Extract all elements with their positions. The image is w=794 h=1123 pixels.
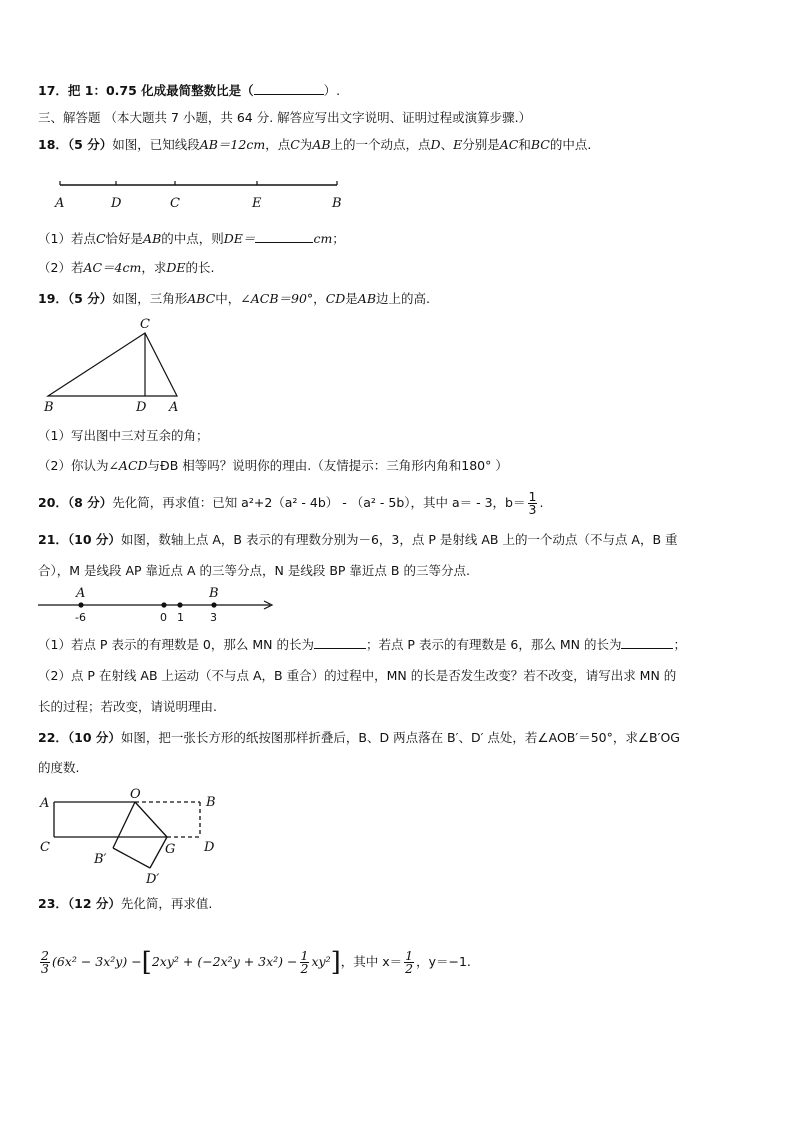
q21-p1-text: （1）若点 P 表示的有理数是 0，那么 MN 的长为 — [38, 637, 314, 652]
q18-segment-figure — [50, 175, 350, 215]
q17-text-end: ）. — [323, 83, 341, 98]
point-one — [177, 602, 182, 607]
q18-part1 — [38, 230, 345, 247]
q21-p1-text: ； — [673, 637, 686, 652]
q21-answer-blank-2[interactable] — [621, 636, 673, 649]
q21-number-line-figure — [38, 585, 278, 627]
q22-stem-line2: 的度数. — [38, 760, 80, 775]
q19-text: 边上的高. — [376, 291, 430, 306]
q18-part2 — [38, 260, 215, 276]
q18-p1-text: 恰好是 — [105, 231, 144, 246]
label-b: B — [206, 795, 216, 810]
label-c: C — [140, 317, 150, 332]
math-e: E — [453, 137, 463, 152]
label-a: A — [76, 586, 86, 601]
q19-text: 中， — [215, 291, 241, 306]
math-de: DE＝ — [223, 231, 256, 246]
q22-label: 22．（10 分） — [38, 730, 121, 745]
math-ac: AC — [499, 137, 519, 152]
fraction-two-thirds — [40, 950, 50, 975]
edge-ob1 — [113, 802, 135, 848]
q20-text: 先化简，再求值：已知 a²+2（a² - 4b） - （a² - 5b），其中 a＝ - 3，b＝ — [112, 495, 526, 510]
q18-text: 分别是 — [462, 137, 500, 152]
q19-stem — [38, 291, 430, 307]
q18-p1-text: （1）若点 — [38, 231, 96, 246]
label-d: D — [136, 400, 147, 415]
q23-stem — [38, 896, 212, 912]
q19-label: 19．（5 分） — [38, 291, 113, 306]
q21-stem-line2: 合），M 是线段 AP 靠近点 A 的三等分点，N 是线段 BP 靠近点 B 的三等分点. — [38, 563, 470, 578]
label-g: G — [165, 842, 176, 857]
q19-p2-text: （2）你认为 — [38, 458, 109, 473]
math-bc: BC — [530, 137, 550, 152]
q19-part1: （1）写出图中三对互余的角； — [38, 428, 209, 443]
right-bracket: ] — [330, 947, 341, 978]
fraction-numerator: 1 — [300, 948, 309, 963]
q20-text: . — [539, 495, 544, 510]
tick-label-0: 0 — [160, 611, 167, 624]
math-cd: CD — [325, 291, 346, 306]
q18-text: 如图，已知线段 — [112, 137, 200, 152]
q17-answer-blank[interactable] — [254, 82, 324, 95]
q19-text: 是 — [345, 291, 358, 306]
label-a: A — [169, 400, 179, 415]
label-d-prime: D′ — [146, 872, 160, 885]
q19-text: 如图，三角形 — [112, 291, 188, 306]
expr-part-a: (6x² − 3x²y) − — [51, 954, 142, 969]
q21-part2-line1: （2）点 P 在射线 AB 上运动（不与点 A，B 重合）的过程中，MN 的长是否发生改变？若不改变，请写出求 MN 的 — [38, 668, 677, 683]
q18-p1-text: 的中点，则 — [161, 231, 224, 246]
label-b-prime: B′ — [94, 852, 107, 867]
label-b: B — [44, 400, 54, 415]
math-ab: AB — [143, 231, 162, 246]
q18-stem — [38, 137, 591, 153]
fraction-one-third — [528, 491, 538, 516]
point-zero — [161, 602, 166, 607]
q19-part2 — [38, 458, 508, 474]
q21-label: 21．（10 分） — [38, 532, 121, 547]
q22-text: 如图，把一张长方形的纸按图那样折叠后，B、D 两点落在 B′、D′ 点处，若∠AOB′＝50°，求∠B′OG — [120, 730, 680, 745]
q20-label: 20．（8 分） — [38, 495, 113, 510]
q18-p1-text: ； — [332, 231, 345, 246]
q19-text: ， — [313, 291, 326, 306]
fraction-denominator: 3 — [41, 961, 49, 976]
math-angle-acd: ∠ACD — [108, 458, 148, 473]
label-d: D — [111, 196, 122, 211]
q23-text: 先化简，再求值. — [120, 896, 213, 911]
label-a: A — [40, 796, 50, 811]
q18-text: 为 — [299, 137, 313, 152]
q21-part1 — [38, 636, 686, 653]
left-bracket: [ — [141, 947, 152, 978]
q18-text: 、 — [440, 137, 454, 152]
q19-p2-text: 与ÐB 相等吗？说明你的理由.（友情提示：三角形内角和180° ） — [147, 458, 508, 473]
label-b: B — [209, 586, 219, 601]
fold-line-og — [135, 802, 167, 837]
q17-label: 17． — [38, 83, 68, 98]
edge-b1d1 — [113, 848, 150, 868]
fraction-denominator: 2 — [405, 961, 414, 976]
q17-text: 把 1：0.75 化成最简整数比是（ — [67, 83, 254, 98]
q18-text: ，点 — [265, 137, 291, 152]
q18-p2-text: （2）若 — [38, 260, 84, 275]
tick-label-1: 1 — [177, 611, 184, 624]
point-a — [78, 602, 83, 607]
q21-part2-line2: 长的过程；若改变，请说明理由. — [38, 699, 217, 714]
q23-label: 23．（12 分） — [38, 896, 121, 911]
label-e: E — [252, 196, 262, 211]
q20-stem — [38, 490, 543, 516]
q22-stem-line1 — [38, 730, 680, 746]
q18-answer-blank[interactable] — [255, 230, 313, 243]
q18-text: 和 — [518, 137, 531, 152]
expr-part-c: xy² — [311, 954, 331, 969]
q22-fold-figure — [36, 785, 226, 885]
q23-condition: ，y＝−1. — [416, 954, 471, 969]
tick-label-neg6: -6 — [75, 611, 86, 624]
q18-p2-text: ，求 — [141, 260, 167, 275]
q21-stem-line1 — [38, 532, 678, 548]
label-c: C — [40, 840, 50, 855]
q18-text: 上的一个动点，点 — [330, 137, 431, 152]
math-ab: AB — [357, 291, 377, 306]
math-ac: AC＝4cm — [83, 260, 142, 275]
q18-text: 的中点. — [549, 137, 592, 152]
math-angle-acb: ∠ACB＝90° — [240, 291, 314, 306]
q17-line — [38, 82, 340, 99]
section-3-heading: 三、解答题 （本大题共 7 小题，共 64 分. 解答应写出文字说明、证明过程或演算步骤.） — [38, 110, 532, 125]
math-de: DE — [166, 260, 186, 275]
fraction-denominator: 2 — [300, 961, 309, 976]
point-b — [211, 602, 216, 607]
q23-expression — [38, 942, 471, 983]
math-ab: AB — [312, 137, 331, 152]
q21-p1-text: ；若点 P 表示的有理数是 6，那么 MN 的长为 — [365, 637, 622, 652]
tick-label-3: 3 — [210, 611, 217, 624]
label-d: D — [204, 840, 215, 855]
fraction-numerator: 2 — [41, 948, 49, 963]
q18-p2-text: 的长. — [185, 260, 215, 275]
fraction-numerator: 1 — [528, 489, 537, 504]
label-c: C — [170, 196, 180, 211]
fraction-one-half — [300, 950, 310, 975]
label-o: O — [130, 787, 141, 802]
math-c: C — [95, 231, 106, 246]
fraction-x-value — [404, 950, 414, 975]
label-b: B — [332, 196, 342, 211]
math-d: D — [430, 137, 441, 152]
fraction-numerator: 1 — [405, 948, 414, 963]
math-abc: ABC — [187, 291, 216, 306]
q18-label: 18．（5 分） — [38, 137, 113, 152]
fraction-denominator: 3 — [528, 502, 537, 517]
expr-part-b: 2xy² + (−2x²y + 3x²) − — [151, 954, 298, 969]
q19-triangle-figure — [38, 312, 198, 417]
label-a: A — [55, 196, 65, 211]
math-unit: cm — [313, 231, 333, 246]
math-c: C — [290, 137, 300, 152]
q21-answer-blank-1[interactable] — [314, 636, 366, 649]
q21-text: 如图，数轴上点 A，B 表示的有理数分别为－6，3，点 P 是射线 AB 上的一个动点（不与点 A，B 重 — [120, 532, 678, 547]
triangle-abc — [48, 333, 177, 396]
math-ab: AB＝12cm — [199, 137, 266, 152]
q23-condition: ，其中 x＝ — [340, 954, 403, 969]
